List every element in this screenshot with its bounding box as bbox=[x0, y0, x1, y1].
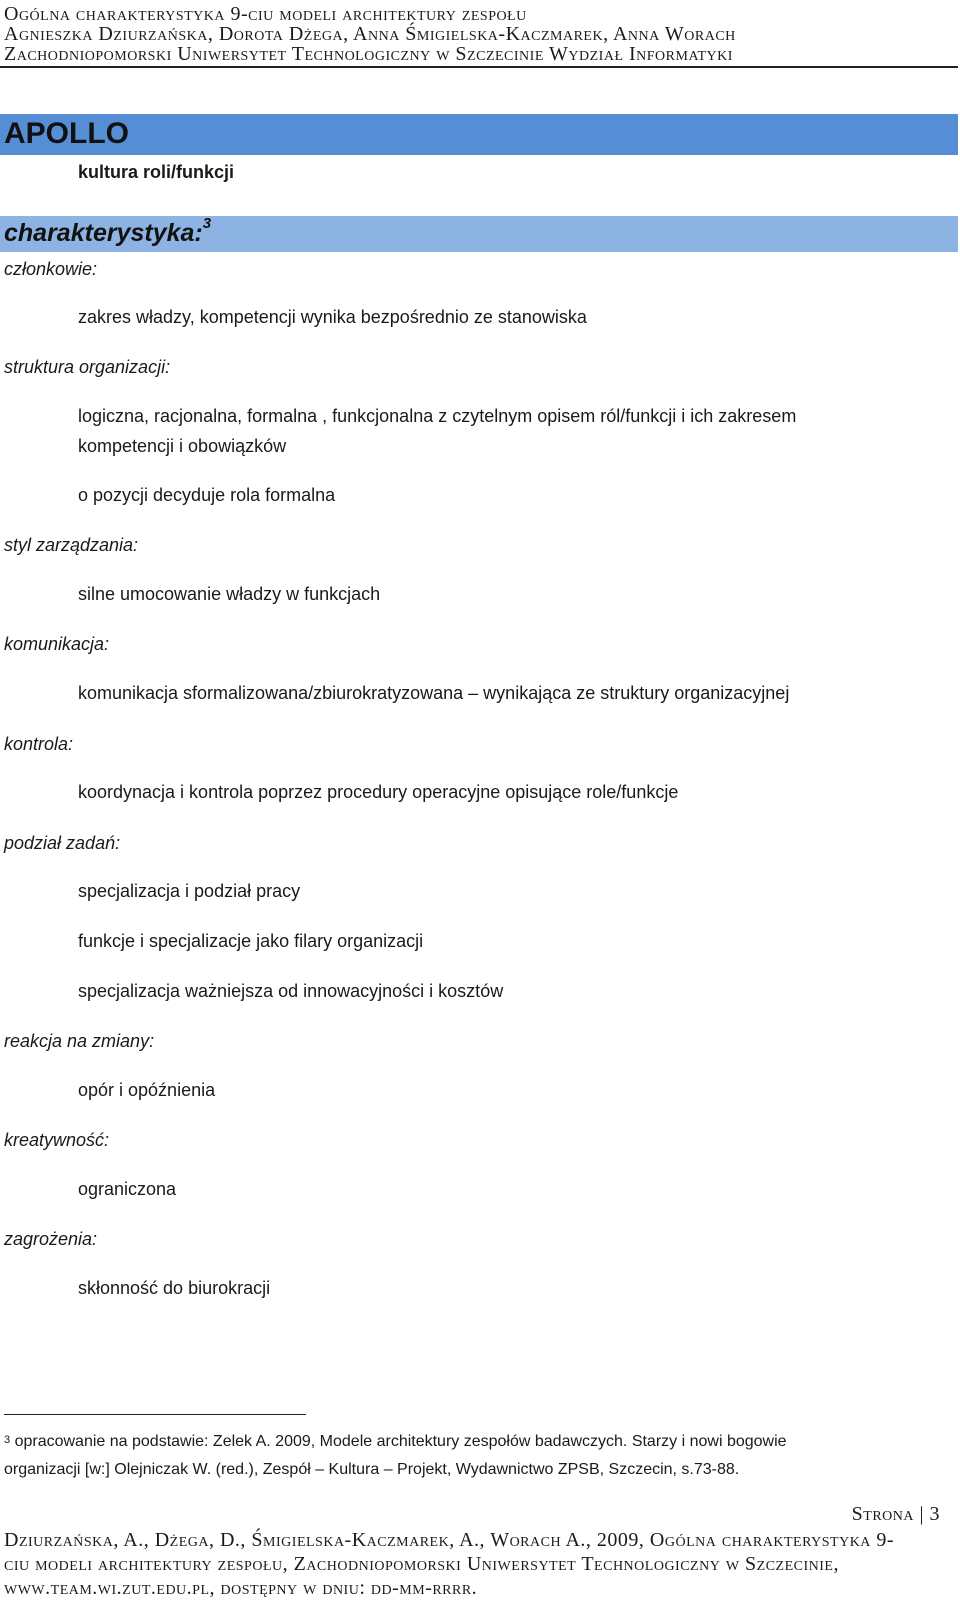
value-task-division-2: funkcje i specjalizacje jako filary organizacji bbox=[78, 931, 424, 951]
characteristics-bar bbox=[0, 216, 958, 252]
header-authors: Agnieszka Dziurzańska, Dorota Dżega, Anna Śmigielska-Kaczmarek, Anna Worach bbox=[4, 23, 736, 45]
subtitle: kultura roli/funkcji bbox=[78, 162, 235, 182]
value-threats-1: skłonność do biurokracji bbox=[78, 1278, 271, 1298]
footnote-ref: 3 bbox=[202, 215, 212, 232]
footnote bbox=[4, 1428, 954, 1484]
label-task-division: podział zadań: bbox=[4, 833, 121, 853]
value-control-1: koordynacja i kontrola poprzez procedury operacyjne opisujące role/funkcje bbox=[78, 782, 679, 802]
characteristics-heading bbox=[4, 215, 212, 248]
value-task-division-3: specjalizacja ważniejsza od innowacyjności i kosztów bbox=[78, 981, 504, 1001]
label-management-style: styl zarządzania: bbox=[4, 535, 139, 555]
label-communication: komunikacja: bbox=[4, 634, 110, 654]
footnote-divider bbox=[4, 1414, 306, 1415]
footnote-line-2: organizacji [w:] Olejniczak W. (red.), Zespół – Kultura – Projekt, Wydawnictwo ZPSB, Szczecin, s.73-88. bbox=[4, 1461, 740, 1478]
value-structure-1: logiczna, racjonalna, formalna , funkcjonalna z czytelnym opisem ról/funkcji i ich zakresem bbox=[78, 406, 797, 426]
page-number: Strona | 3 bbox=[851, 1503, 940, 1525]
label-members: członkowie: bbox=[4, 259, 98, 279]
value-members-1: zakres władzy, kompetencji wynika bezpośrednio ze stanowiska bbox=[78, 307, 587, 327]
footnote-number: 3 bbox=[4, 1434, 11, 1446]
value-task-division-1: specjalizacja i podział pracy bbox=[78, 881, 301, 901]
label-threats: zagrożenia: bbox=[4, 1229, 98, 1249]
footer-line-1: Dziurzańska, A., Dżega, D., Śmigielska-Kaczmarek, A., Worach A., 2009, Ogólna charakterystyka 9- bbox=[4, 1529, 895, 1551]
footnote-line-1 bbox=[4, 1428, 954, 1456]
value-change-reaction-1: opór i opóźnienia bbox=[78, 1080, 216, 1100]
footer-citation bbox=[4, 1528, 956, 1600]
label-change-reaction: reakcja na zmiany: bbox=[4, 1031, 155, 1051]
label-structure: struktura organizacji: bbox=[4, 357, 171, 377]
label-creativity: kreatywność: bbox=[4, 1130, 110, 1150]
value-communication-1: komunikacja sformalizowana/zbiurokratyzowana – wynikająca ze struktury organizacyjnej bbox=[78, 683, 790, 703]
characteristics-heading-text: charakterystyka: bbox=[4, 219, 203, 247]
value-structure-3: o pozycji decyduje rola formalna bbox=[78, 485, 336, 505]
title-bar bbox=[0, 114, 958, 155]
header-title: Ogólna charakterystyka 9-ciu modeli architektury zespołu bbox=[4, 3, 527, 25]
label-control: kontrola: bbox=[4, 734, 74, 754]
value-creativity-1: ograniczona bbox=[78, 1179, 177, 1199]
footer-line-2: ciu modeli architektury zespołu, Zachodniopomorski Uniwersytet Technologiczny w Szczecinie, bbox=[4, 1553, 839, 1575]
page-title: APOLLO bbox=[4, 117, 129, 150]
header-institution: Zachodniopomorski Uniwersytet Technologiczny w Szczecinie Wydział Informatyki bbox=[4, 43, 733, 65]
header-divider bbox=[0, 66, 958, 68]
footnote-text-1: opracowanie na podstawie: Zelek A. 2009, Modele architektury zespołów badawczych. Starzy i nowi bogowie bbox=[14, 1433, 787, 1450]
value-structure-2: kompetencji i obowiązków bbox=[78, 436, 287, 456]
footer-line-3: www.team.wi.zut.edu.pl, dostępny w dniu: dd-mm-rrrr. bbox=[4, 1577, 478, 1599]
value-management-style-1: silne umocowanie władzy w funkcjach bbox=[78, 584, 381, 604]
